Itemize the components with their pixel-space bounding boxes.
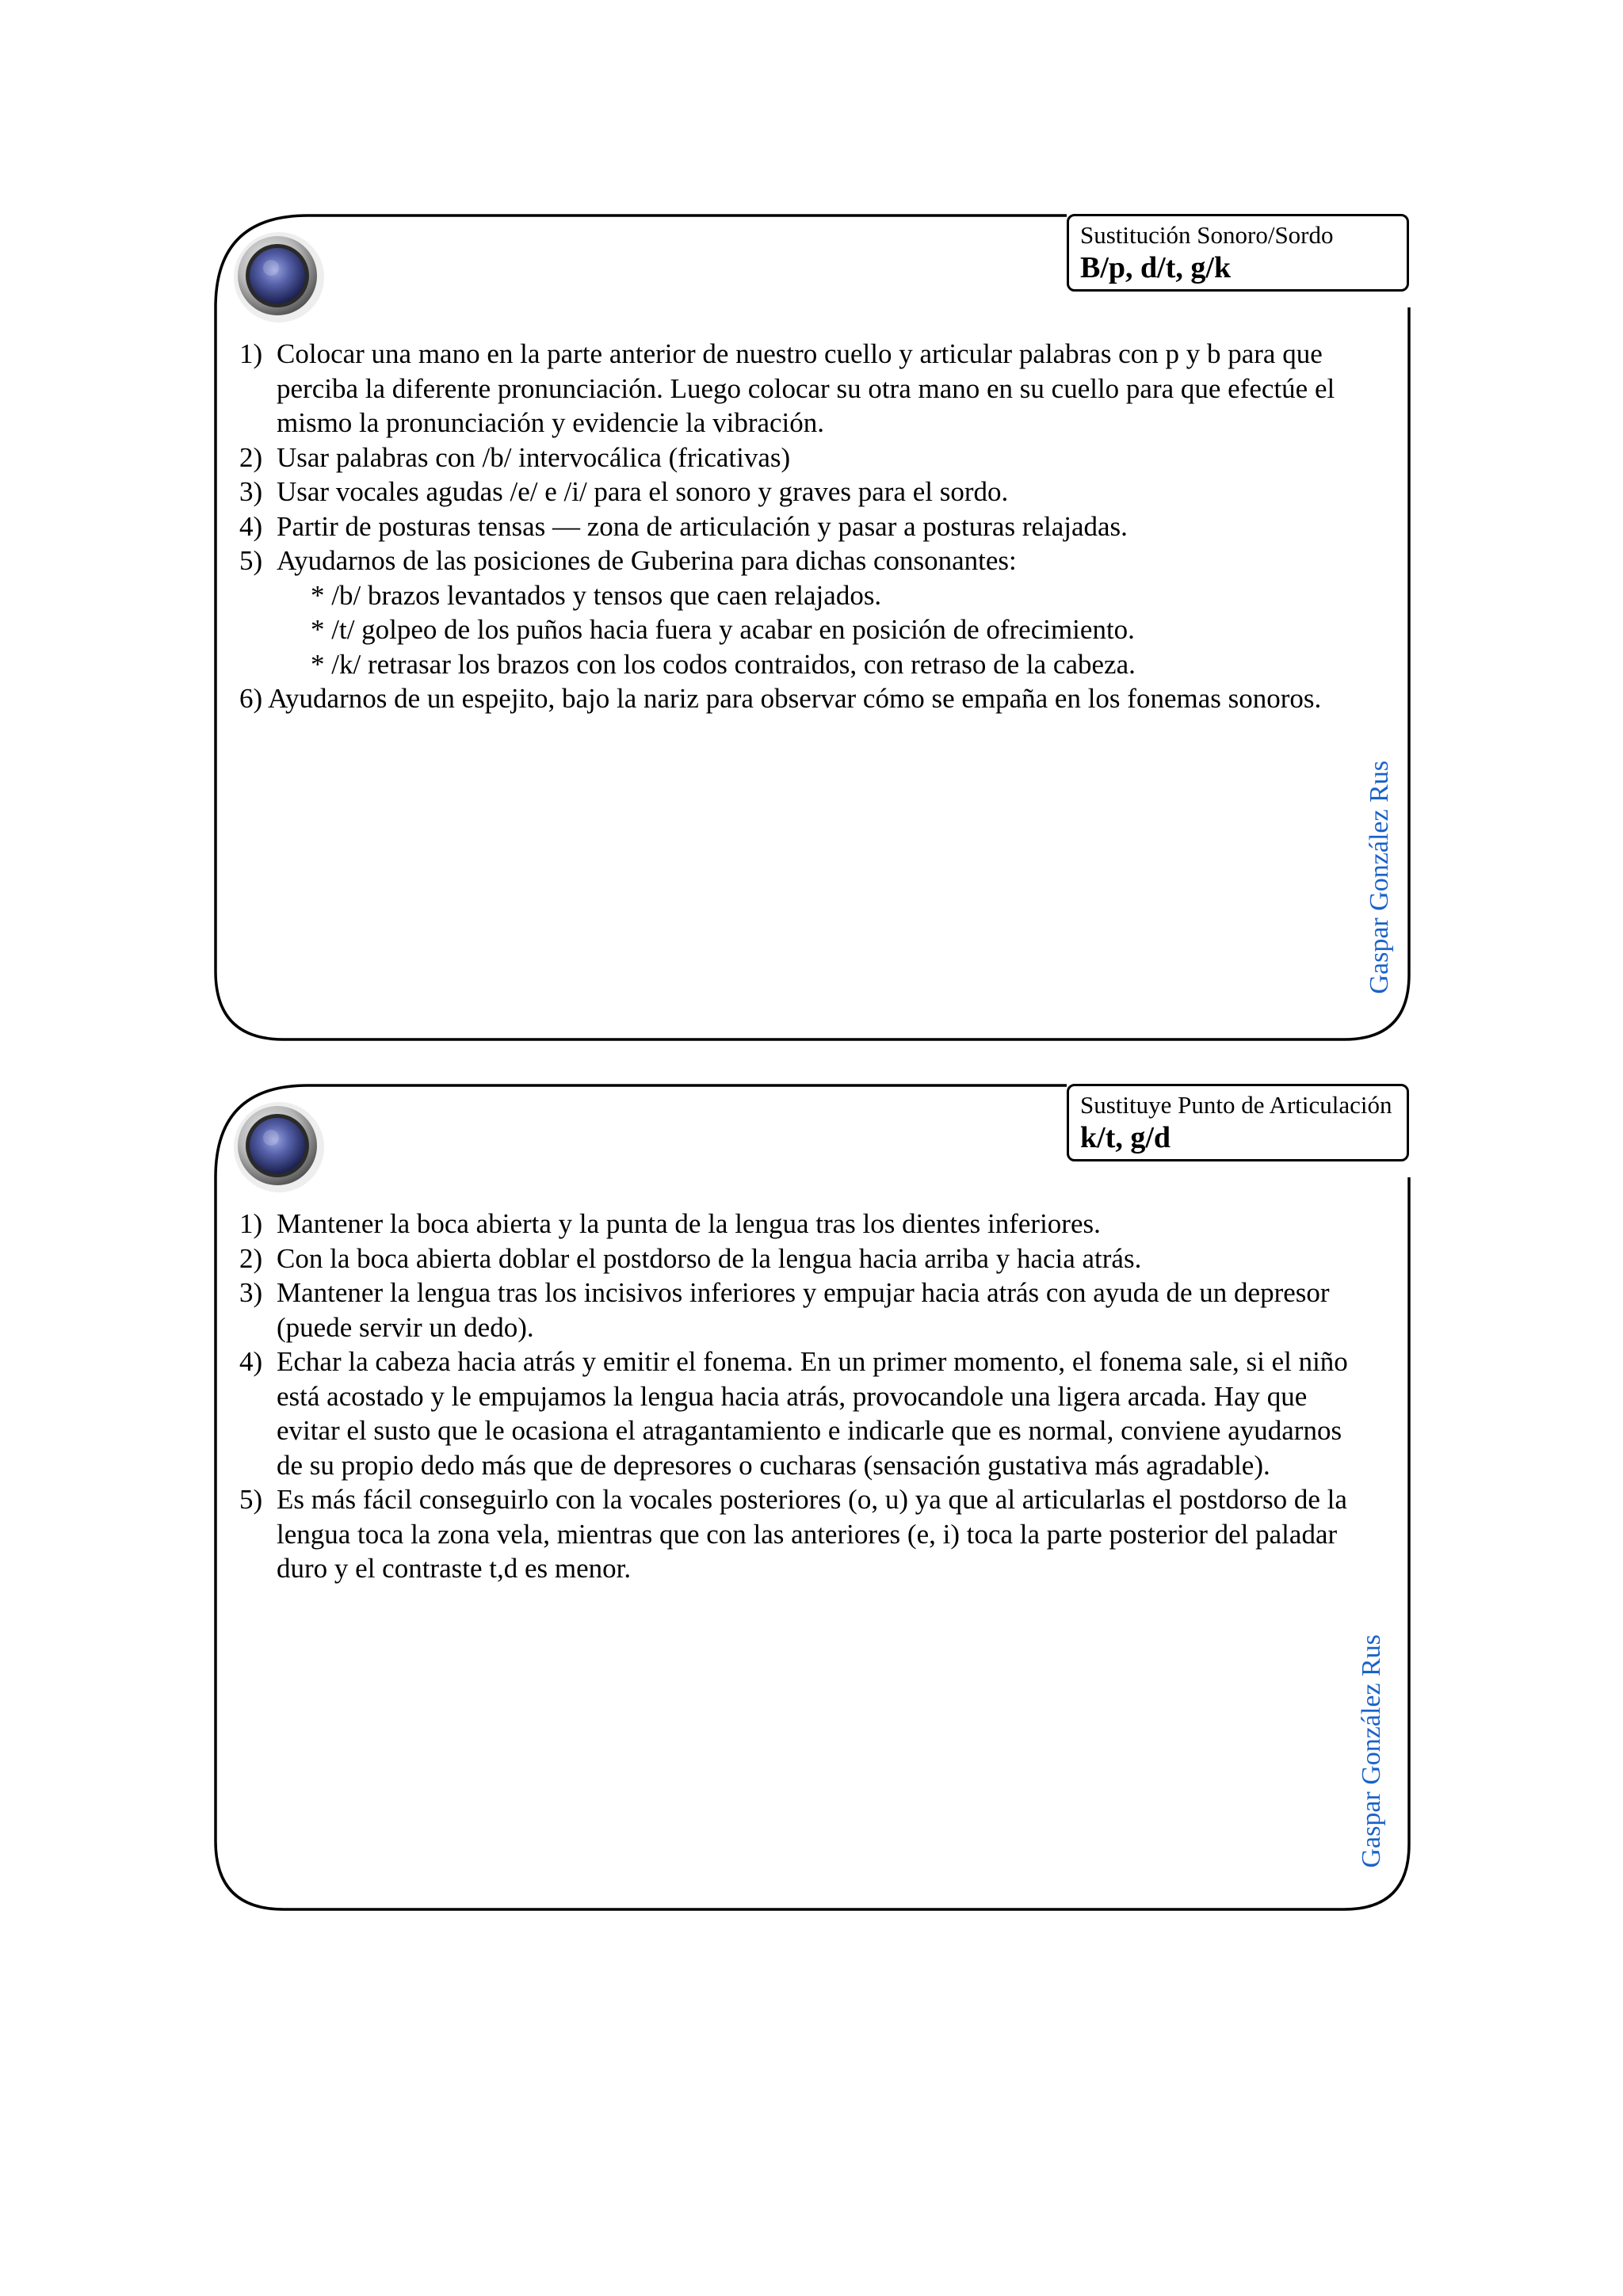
list-item bbox=[239, 1276, 1357, 1344]
sub-item: * /t/ golpeo de los puños hacia fuera y acabar en posición de ofrecimiento. bbox=[311, 614, 1135, 645]
list-item bbox=[239, 509, 1357, 544]
list-item bbox=[239, 1482, 1357, 1586]
item-text: Con la boca abierta doblar el postdorso de la lengua hacia arriba y hacia atrás. bbox=[277, 1242, 1142, 1274]
topic-tag bbox=[1067, 214, 1409, 292]
item-text: Usar vocales agudas /e/ e /i/ para el sonoro y graves para el sordo. bbox=[277, 476, 1009, 507]
topic-tag bbox=[1067, 1084, 1409, 1161]
item-number: 2) bbox=[239, 1242, 263, 1274]
item-number: 5) bbox=[239, 1484, 263, 1515]
author-credit: Gaspar González Rus bbox=[1357, 1634, 1386, 1868]
item-text: Usar palabras con /b/ intervocálica (fricativas) bbox=[277, 441, 791, 473]
card-sonoro-sordo bbox=[214, 214, 1412, 1042]
list-item bbox=[239, 1344, 1357, 1482]
list-item bbox=[239, 337, 1357, 441]
item-number: 1) bbox=[239, 338, 263, 369]
item-text: Partir de posturas tensas — zona de articulación y pasar a posturas relajadas. bbox=[277, 510, 1128, 542]
list-item bbox=[239, 441, 1357, 475]
item-text: Ayudarnos de las posiciones de Guberina para dichas consonantes: bbox=[277, 545, 1017, 576]
lens-icon bbox=[231, 230, 327, 325]
sub-item: * /k/ retrasar los brazos con los codos contraidos, con retraso de la cabeza. bbox=[311, 648, 1136, 680]
item-number: 2) bbox=[239, 441, 263, 473]
item-number: 3) bbox=[239, 1277, 263, 1308]
instructions bbox=[239, 337, 1357, 716]
sub-item: * /b/ brazos levantados y tensos que caen relajados. bbox=[311, 579, 882, 611]
list-item bbox=[239, 475, 1357, 509]
item-number: 4) bbox=[239, 510, 263, 542]
list-item bbox=[239, 1207, 1357, 1241]
list-item-final: 6) Ayudarnos de un espejito, bajo la nariz para observar cómo se empaña en los fonemas sonoros. bbox=[239, 683, 1322, 714]
topic-title: k/t, g/d bbox=[1080, 1121, 1171, 1154]
item-number: 1) bbox=[239, 1208, 263, 1239]
item-text: Es más fácil conseguirlo con la vocales posteriores (o, u) ya que al articularlas el postdorso de la lengua toca la zona vela, mientras que con las anteriores (e, i) toca la parte posterior del paladar duro y el contraste t,d es menor. bbox=[277, 1484, 1347, 1584]
item-text: Mantener la lengua tras los incisivos inferiores y empujar hacia atrás con ayuda de un depresor (puede servir un dedo). bbox=[277, 1277, 1330, 1343]
card-punto-articulacion bbox=[214, 1084, 1412, 1912]
topic-subtitle: Sustitución Sonoro/Sordo bbox=[1080, 221, 1334, 249]
list-item bbox=[239, 1241, 1357, 1276]
item-number: 5) bbox=[239, 545, 263, 576]
item-number: 3) bbox=[239, 476, 263, 507]
item-text: Echar la cabeza hacia atrás y emitir el fonema. En un primer momento, el fonema sale, si el niño está acostado y le empujamos la lengua hacia atrás, provocandole una ligera arcada. Hay que evitar el susto que le ocasiona el atragantamiento e indicarle que es normal, conviene ayudarnos de su propio dedo más que de depresores o cucharas (sensación gustativa más agradable). bbox=[277, 1346, 1348, 1481]
item-text: Mantener la boca abierta y la punta de la lengua tras los dientes inferiores. bbox=[277, 1208, 1101, 1239]
instructions bbox=[239, 1207, 1357, 1586]
topic-subtitle: Sustituye Punto de Articulación bbox=[1080, 1091, 1392, 1119]
topic-title: B/p, d/t, g/k bbox=[1080, 251, 1232, 284]
item-number: 4) bbox=[239, 1346, 263, 1377]
author-credit: Gaspar González Rus bbox=[1365, 761, 1394, 994]
list-item bbox=[239, 543, 1357, 578]
lens-icon bbox=[231, 1100, 327, 1195]
item-text: Colocar una mano en la parte anterior de nuestro cuello y articular palabras con p y b para que perciba la diferente pronunciación. Luego colocar su otra mano en su cuello para que efectúe el mismo la pronunciación y evidencie la vibración. bbox=[277, 338, 1335, 438]
